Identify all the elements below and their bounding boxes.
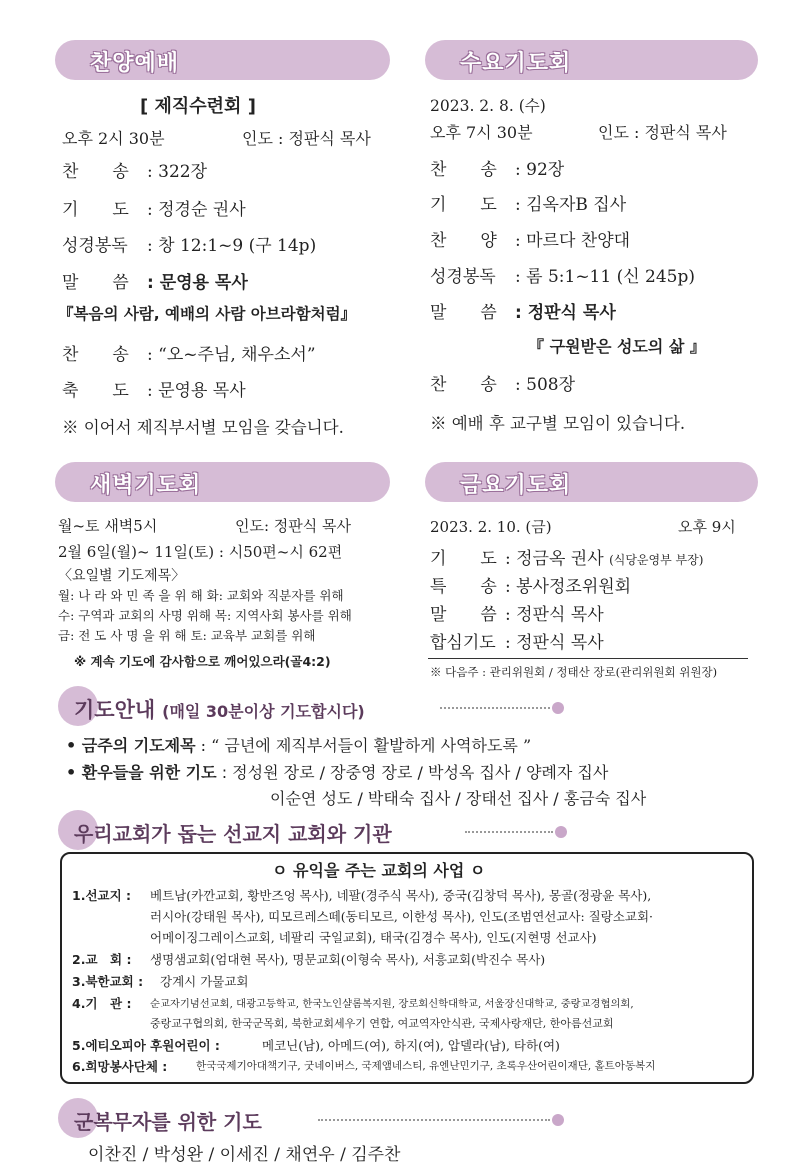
order-value: : 정경순 권사 [147,200,246,220]
mission-label: 6.희망봉사단체 : [72,1059,168,1074]
mission-value: 한국국제기아대책기구, 굿네이버스, 국제앰네스티, 유엔난민기구, 초록우산어린이재단, 홀트아동복지 [196,1060,656,1072]
order-row [430,298,616,323]
prayer-item-label: • 금주의 기도제목 [66,736,196,755]
order-row [430,544,703,569]
order-row [430,226,630,251]
order-label: 합심기도 [430,633,496,653]
event-title: [ 제직수련회 ] [140,96,256,117]
dot-end [552,702,564,714]
mission-value: 러시아(강태원 목사), 띠모르레스떼(동티모르, 이한성 목사), 인도(조범연선교사: 질랑소교회· [150,909,654,924]
order-value: : 창 12:1~9 (구 14p) [147,236,317,256]
order-label: 기 도 [430,195,497,215]
mission-label: 4.기 관 : [72,996,132,1011]
sermon-title: 『복음의 사람, 예배의 사람 아브라함처럼』 [58,305,357,323]
mission-value: 어메이징그레이스교회, 네팔리 국일교회), 태국(김경수 목사), 인도(지현명 선교사) [150,930,597,945]
mission-value: 생명샘교회(엄대현 목사), 명문교회(이형숙 목사), 서흥교회(박진수 목사) [150,952,546,967]
order-value: : 롬 5:1~11 (신 245p) [515,267,696,287]
section-title: 금요기도회 [460,473,572,498]
order-row [62,340,316,365]
mission-value: 순교자기념선교회, 대광고등학교, 한국노인샬롬복지원, 장로회신학대학교, 서울장신대학교, 중랑교경협의회, [150,998,634,1010]
military-names: 이찬진 / 박성완 / 이세진 / 채연우 / 김주찬 [88,1145,401,1165]
prayer-item-continued: 이순연 성도 / 박태숙 집사 / 장태선 집사 / 홍금숙 집사 [270,789,647,808]
order-row [62,268,248,293]
service-leader: 인도 : 정판식 목사 [598,123,727,142]
order-label: 축 도 [62,381,129,401]
dawn-topics-heading: 〈요일별 기도제목〉 [58,568,186,584]
dotted-rule [465,831,553,833]
order-value: : “오~주님, 채우소서” [147,345,316,365]
prayer-item-value: : 정성원 장로 / 장중영 장로 / 박성옥 집사 / 양례자 집사 [221,763,609,782]
dotted-rule [440,707,550,709]
dawn-schedule: 월~토 새벽5시 [58,517,158,535]
order-row [62,157,207,182]
service-note: ※ 예배 후 교구별 모임이 있습니다. [430,414,686,433]
dawn-reading: 2월 6일(월)~ 11일(토) : 시50편~시 62편 [58,543,343,561]
order-row [62,195,246,220]
order-row [430,190,626,215]
order-row [430,155,564,180]
divider [428,658,748,659]
order-label: 말 씀 [430,605,497,625]
order-value: : 정판식 목사 [515,303,616,323]
service-date: 2023. 2. 8. (수) [430,97,546,115]
mission-value: 베트남(카깐교회, 황반즈엉 목사), 네팔(경주식 목사), 중국(김창덕 목사), 몽골(정광윤 목사), [150,888,652,903]
order-value: : 마르다 찬양대 [515,231,631,251]
order-row [62,376,246,401]
prayer-item [66,760,608,783]
order-value: : 정금옥 권사 [505,549,604,569]
mission-value: 강계시 가물교회 [160,974,249,989]
service-time: 오후 9시 [678,518,736,536]
service-leader: 인도 : 정판식 목사 [242,129,371,148]
box-title: ㅇ 유익을 주는 교회의 사업 ㅇ [272,861,486,880]
service-date: 2023. 2. 10. (금) [430,518,552,536]
section-title: 새벽기도회 [90,473,202,498]
order-label: 특 송 [430,577,497,597]
order-label: 찬 송 [62,162,129,182]
prayer-item [66,733,531,756]
order-value: : 508장 [515,375,576,395]
order-value: : 문영용 목사 [147,273,248,293]
dot-end [555,826,567,838]
mission-label: 1.선교지 : [72,888,132,903]
prayer-title [74,694,365,724]
order-label: 말 씀 [430,303,497,323]
order-label: 찬 송 [430,375,497,395]
service-note: ※ 이어서 제직부서별 모임을 갖습니다. [62,418,344,437]
order-value: : 김옥자B 집사 [515,195,627,215]
prayer-item-label: • 환우들을 위한 기도 [66,763,217,782]
order-label: 기 도 [430,549,497,569]
service-time: 오후 7시 30분 [430,123,533,142]
order-value: : 322장 [147,162,208,182]
order-value: : 92장 [515,160,565,180]
sermon-title: 『 구원받은 성도의 삶 』 [528,337,706,356]
mission-label: 3.북한교회 : [72,974,144,989]
mission-value: 중랑교구협의회, 한국군목회, 북한교회세우기 연합, 여교역자안식관, 국제사랑재단, 한아름선교회 [150,1017,614,1030]
dawn-topic: 월: 나 라 와 민 족 을 위 해 화: 교회와 직분자를 위해 [58,588,344,603]
order-row [430,262,695,287]
mission-label: 5.에티오피아 후원어린이 : [72,1038,220,1053]
order-row [430,600,604,625]
prayer-item-value: : “ 금년에 제직부서들이 활발하게 사역하도록 ” [200,736,532,755]
mission-label: 2.교 회 : [72,952,132,967]
order-label: 말 씀 [62,273,129,293]
order-label: 찬 송 [430,160,497,180]
dot-end [552,1114,564,1126]
order-label: 찬 송 [62,345,129,365]
military-title: 군복무자를 위한 기도 [74,1110,262,1134]
order-value: : 정판식 목사 [505,605,604,625]
order-label: 성경봉독 [430,267,496,287]
dawn-topic: 수: 구역과 교회의 사명 위해 목: 지역사회 봉사를 위해 [58,608,352,623]
order-value: : 정판식 목사 [505,633,604,653]
order-label: 성경봉독 [62,236,128,256]
mission-title: 우리교회가 돕는 선교지 교회와 기관 [74,822,392,846]
dawn-topic: 금: 전 도 사 명 을 위 해 토: 교육부 교회를 위해 [58,628,316,643]
prayer-subheading: (매일 30분이상 기도합시다) [162,702,365,721]
section-title: 수요기도회 [460,51,572,76]
order-label: 기 도 [62,200,129,220]
order-row [62,231,316,256]
dawn-verse: ※ 계속 기도에 감사함으로 깨어있으라(골4:2) [74,654,331,669]
prayer-heading: 기도안내 [74,698,156,722]
order-value: : 문영용 목사 [147,381,246,401]
dotted-rule [318,1119,550,1121]
order-row [430,572,631,597]
section-title: 찬양예배 [90,51,180,76]
order-label: 찬 양 [430,231,497,251]
order-extra: (식당운영부 부장) [609,553,704,567]
dawn-leader: 인도: 정판식 목사 [235,517,352,535]
next-week-note: ※ 다음주 : 관리위원회 / 정태산 장로(관리위원회 위원장) [430,665,718,679]
service-time: 오후 2시 30분 [62,129,165,148]
mission-value: 메코닌(남), 아메드(여), 하지(여), 압델라(남), 타하(여) [262,1038,560,1053]
order-row [430,628,604,653]
order-value: : 봉사정조위원회 [505,577,632,597]
order-row [430,370,575,395]
